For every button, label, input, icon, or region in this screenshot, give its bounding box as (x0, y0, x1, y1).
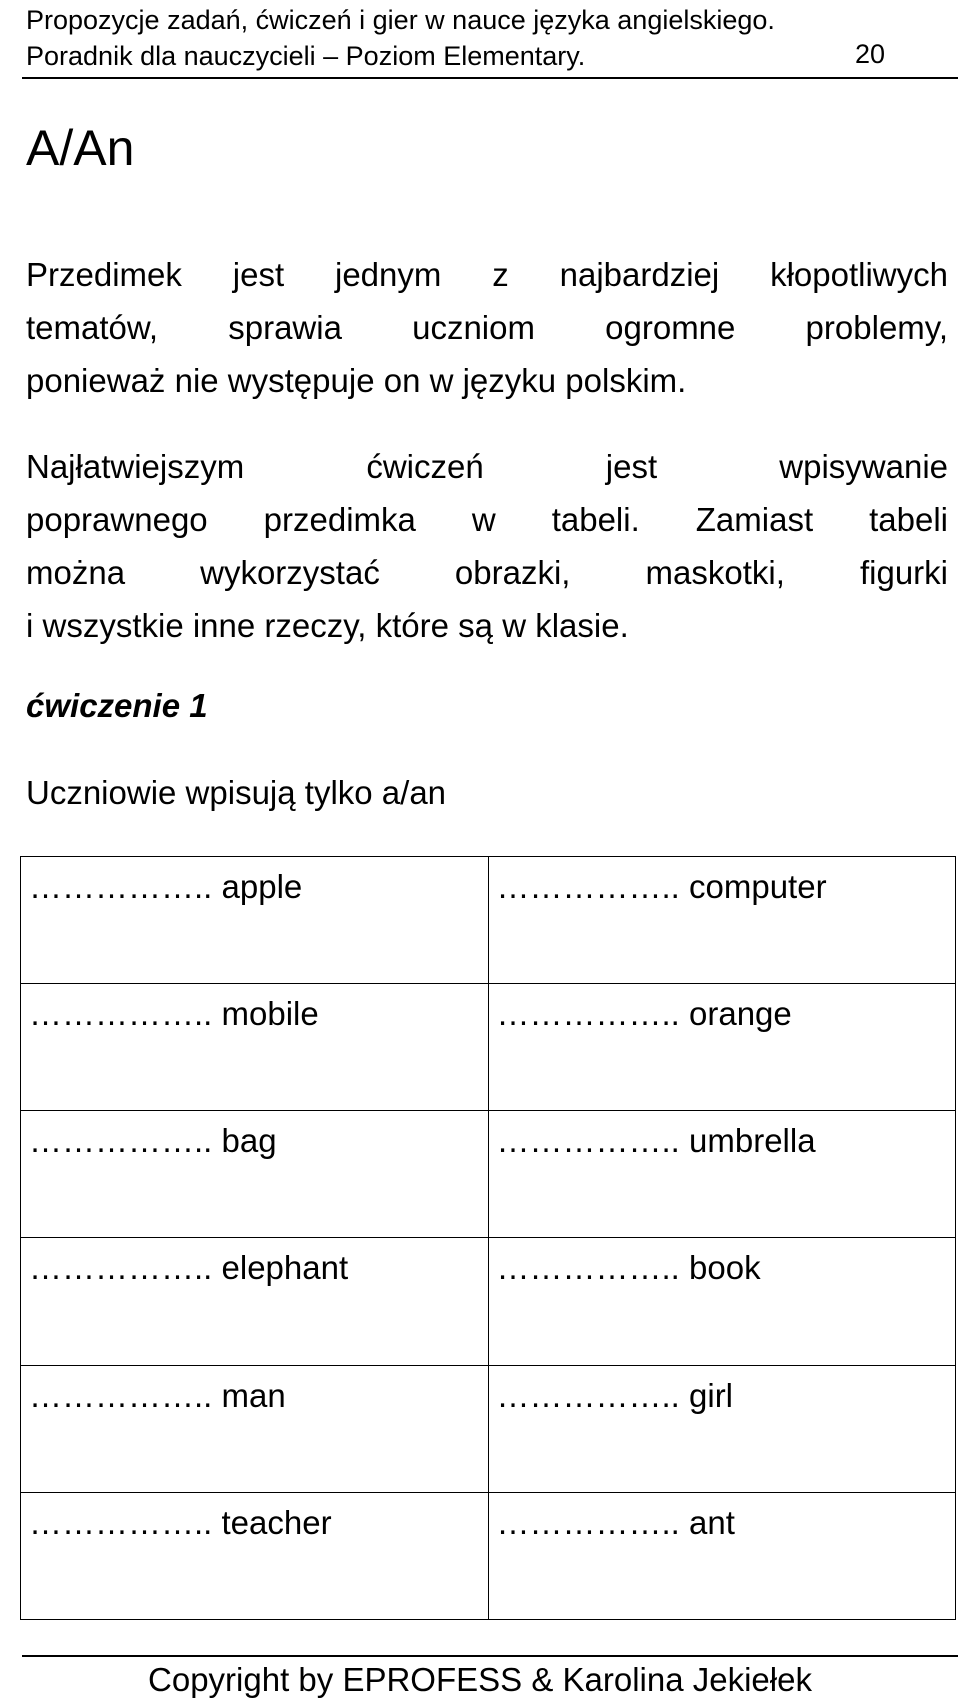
table-cell: …………….. ant (488, 1492, 956, 1619)
table-cell: …………….. computer (488, 857, 956, 984)
table-row (21, 1365, 956, 1492)
exercise-heading: ćwiczenie 1 (26, 687, 208, 724)
header-divider (22, 77, 958, 79)
table-cell: …………….. umbrella (488, 1111, 956, 1238)
table-cell: …………….. teacher (21, 1492, 489, 1619)
table-cell: …………….. mobile (21, 984, 489, 1111)
description-line: można wykorzystać obrazki, maskotki, figurki (26, 554, 948, 591)
exercise-instruction: Uczniowie wpisują tylko a/an (26, 774, 447, 811)
table-row (21, 1238, 956, 1365)
footer-divider (22, 1655, 958, 1657)
table-cell: …………….. apple (21, 857, 489, 984)
table-cell: …………….. girl (488, 1365, 956, 1492)
intro-line: Przedimek jest jednym z najbardziej kłopotliwych (26, 256, 948, 293)
description-line: poprawnego przedimka w tabeli. Zamiast tabeli (26, 501, 948, 538)
description-line: i wszystkie inne rzeczy, które są w klasie. (26, 607, 629, 644)
table-cell: …………….. bag (21, 1111, 489, 1238)
description-line: Najłatwiejszym ćwiczeń jest wpisywanie (26, 448, 948, 485)
exercise-table (20, 856, 956, 1620)
header-title-line-2: Poradnik dla nauczycieli – Poziom Elementary. (26, 41, 586, 71)
table-row (21, 1492, 956, 1619)
description-paragraph (26, 440, 948, 652)
copyright-footer: Copyright by EPROFESS & Karolina Jekiełek (148, 1661, 812, 1698)
intro-line: ponieważ nie występuje on w języku polskim. (26, 362, 687, 399)
table-row (21, 984, 956, 1111)
table-row (21, 857, 956, 984)
header-title-line-1: Propozycje zadań, ćwiczeń i gier w nauce języka angielskiego. (26, 5, 775, 35)
table-cell: …………….. orange (488, 984, 956, 1111)
table-row (21, 1111, 956, 1238)
table-cell: …………….. book (488, 1238, 956, 1365)
page-header (26, 2, 956, 74)
intro-paragraph (26, 248, 948, 407)
page-number: 20 (855, 39, 886, 69)
page-title: A/An (26, 120, 135, 176)
intro-line: tematów, sprawia uczniom ogromne problemy, (26, 309, 948, 346)
table-cell: …………….. man (21, 1365, 489, 1492)
table-cell: …………….. elephant (21, 1238, 489, 1365)
